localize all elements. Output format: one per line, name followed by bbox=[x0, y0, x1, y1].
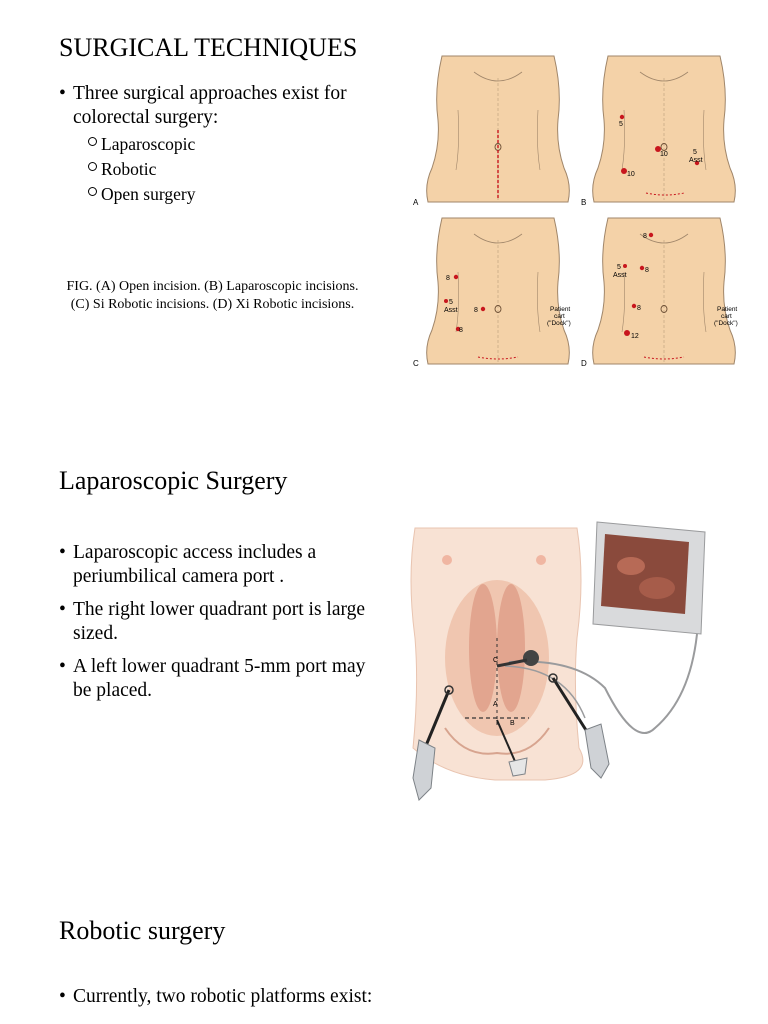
slide1-title: SURGICAL TECHNIQUES bbox=[59, 33, 358, 62]
slide1-bullet-text: Three surgical approaches exist for colorectal surgery: bbox=[73, 83, 347, 128]
svg-text:8: 8 bbox=[643, 233, 647, 240]
svg-text:C: C bbox=[493, 657, 499, 664]
bullet-dot: • bbox=[59, 599, 66, 620]
sub-item: Laparoscopic bbox=[88, 133, 195, 155]
bullet-dot: • bbox=[59, 656, 66, 677]
svg-text:8: 8 bbox=[474, 307, 478, 314]
svg-text:5: 5 bbox=[619, 121, 623, 128]
svg-text:8: 8 bbox=[645, 267, 649, 274]
svg-text:Asst: Asst bbox=[613, 272, 627, 279]
figure-caption: FIG. (A) Open incision. (B) Laparoscopic incisions. (C) Si Robotic incisions. (D) Xi Robotic incisions. bbox=[66, 279, 359, 312]
panel-a bbox=[413, 56, 569, 207]
panel-b-letter: B bbox=[581, 198, 587, 207]
panel-a-letter: A bbox=[413, 198, 419, 207]
svg-text:A: A bbox=[493, 701, 498, 708]
incision-figure bbox=[400, 50, 750, 372]
svg-text:Patient: Patient bbox=[717, 306, 738, 313]
svg-text:Asst: Asst bbox=[689, 157, 703, 164]
slide2-bullet: • Laparoscopic access includes a periumbilical camera port . bbox=[59, 542, 317, 587]
hollow-bullet-icon bbox=[88, 137, 97, 146]
hollow-bullet-icon bbox=[88, 187, 97, 196]
svg-text:8: 8 bbox=[446, 275, 450, 282]
slide2-title: Laparoscopic Surgery bbox=[59, 466, 288, 495]
sub-item: Robotic bbox=[88, 158, 156, 180]
panel-d-letter: D bbox=[581, 359, 587, 368]
svg-text:B: B bbox=[510, 720, 515, 727]
slide2-bullet: • A left lower quadrant 5-mm port may be placed. bbox=[59, 656, 366, 701]
panel-d bbox=[581, 218, 738, 368]
monitor bbox=[593, 522, 705, 634]
svg-text:Patient: Patient bbox=[550, 306, 571, 313]
svg-text:("Dock"): ("Dock") bbox=[547, 320, 571, 327]
bullet-dot: • bbox=[59, 542, 66, 563]
panel-b bbox=[581, 56, 735, 207]
svg-text:12: 12 bbox=[631, 333, 639, 340]
svg-text:("Dock"): ("Dock") bbox=[714, 320, 738, 327]
svg-text:cart: cart bbox=[721, 313, 732, 320]
panel-c bbox=[413, 218, 571, 368]
panel-c-letter: C bbox=[413, 359, 419, 368]
slide3-bullet: • Currently, two robotic platforms exist: bbox=[59, 986, 373, 1007]
laparoscopy-illustration bbox=[405, 518, 715, 810]
svg-text:5: 5 bbox=[617, 264, 621, 271]
svg-text:10: 10 bbox=[660, 151, 668, 158]
hollow-bullet-icon bbox=[88, 162, 97, 171]
slide1-bullet bbox=[59, 82, 399, 130]
svg-text:cart: cart bbox=[554, 313, 565, 320]
svg-text:5: 5 bbox=[693, 149, 697, 156]
bullet-dot: • bbox=[59, 986, 66, 1007]
svg-text:8: 8 bbox=[637, 305, 641, 312]
svg-text:10: 10 bbox=[627, 171, 635, 178]
svg-text:Asst: Asst bbox=[444, 307, 458, 314]
svg-text:8: 8 bbox=[459, 327, 463, 334]
slide2-bullet: • The right lower quadrant port is large sized. bbox=[59, 599, 366, 644]
slide3-title: Robotic surgery bbox=[59, 916, 226, 945]
bullet-dot: • bbox=[59, 83, 66, 104]
sub-item: Open surgery bbox=[88, 183, 195, 205]
svg-text:5: 5 bbox=[449, 299, 453, 306]
